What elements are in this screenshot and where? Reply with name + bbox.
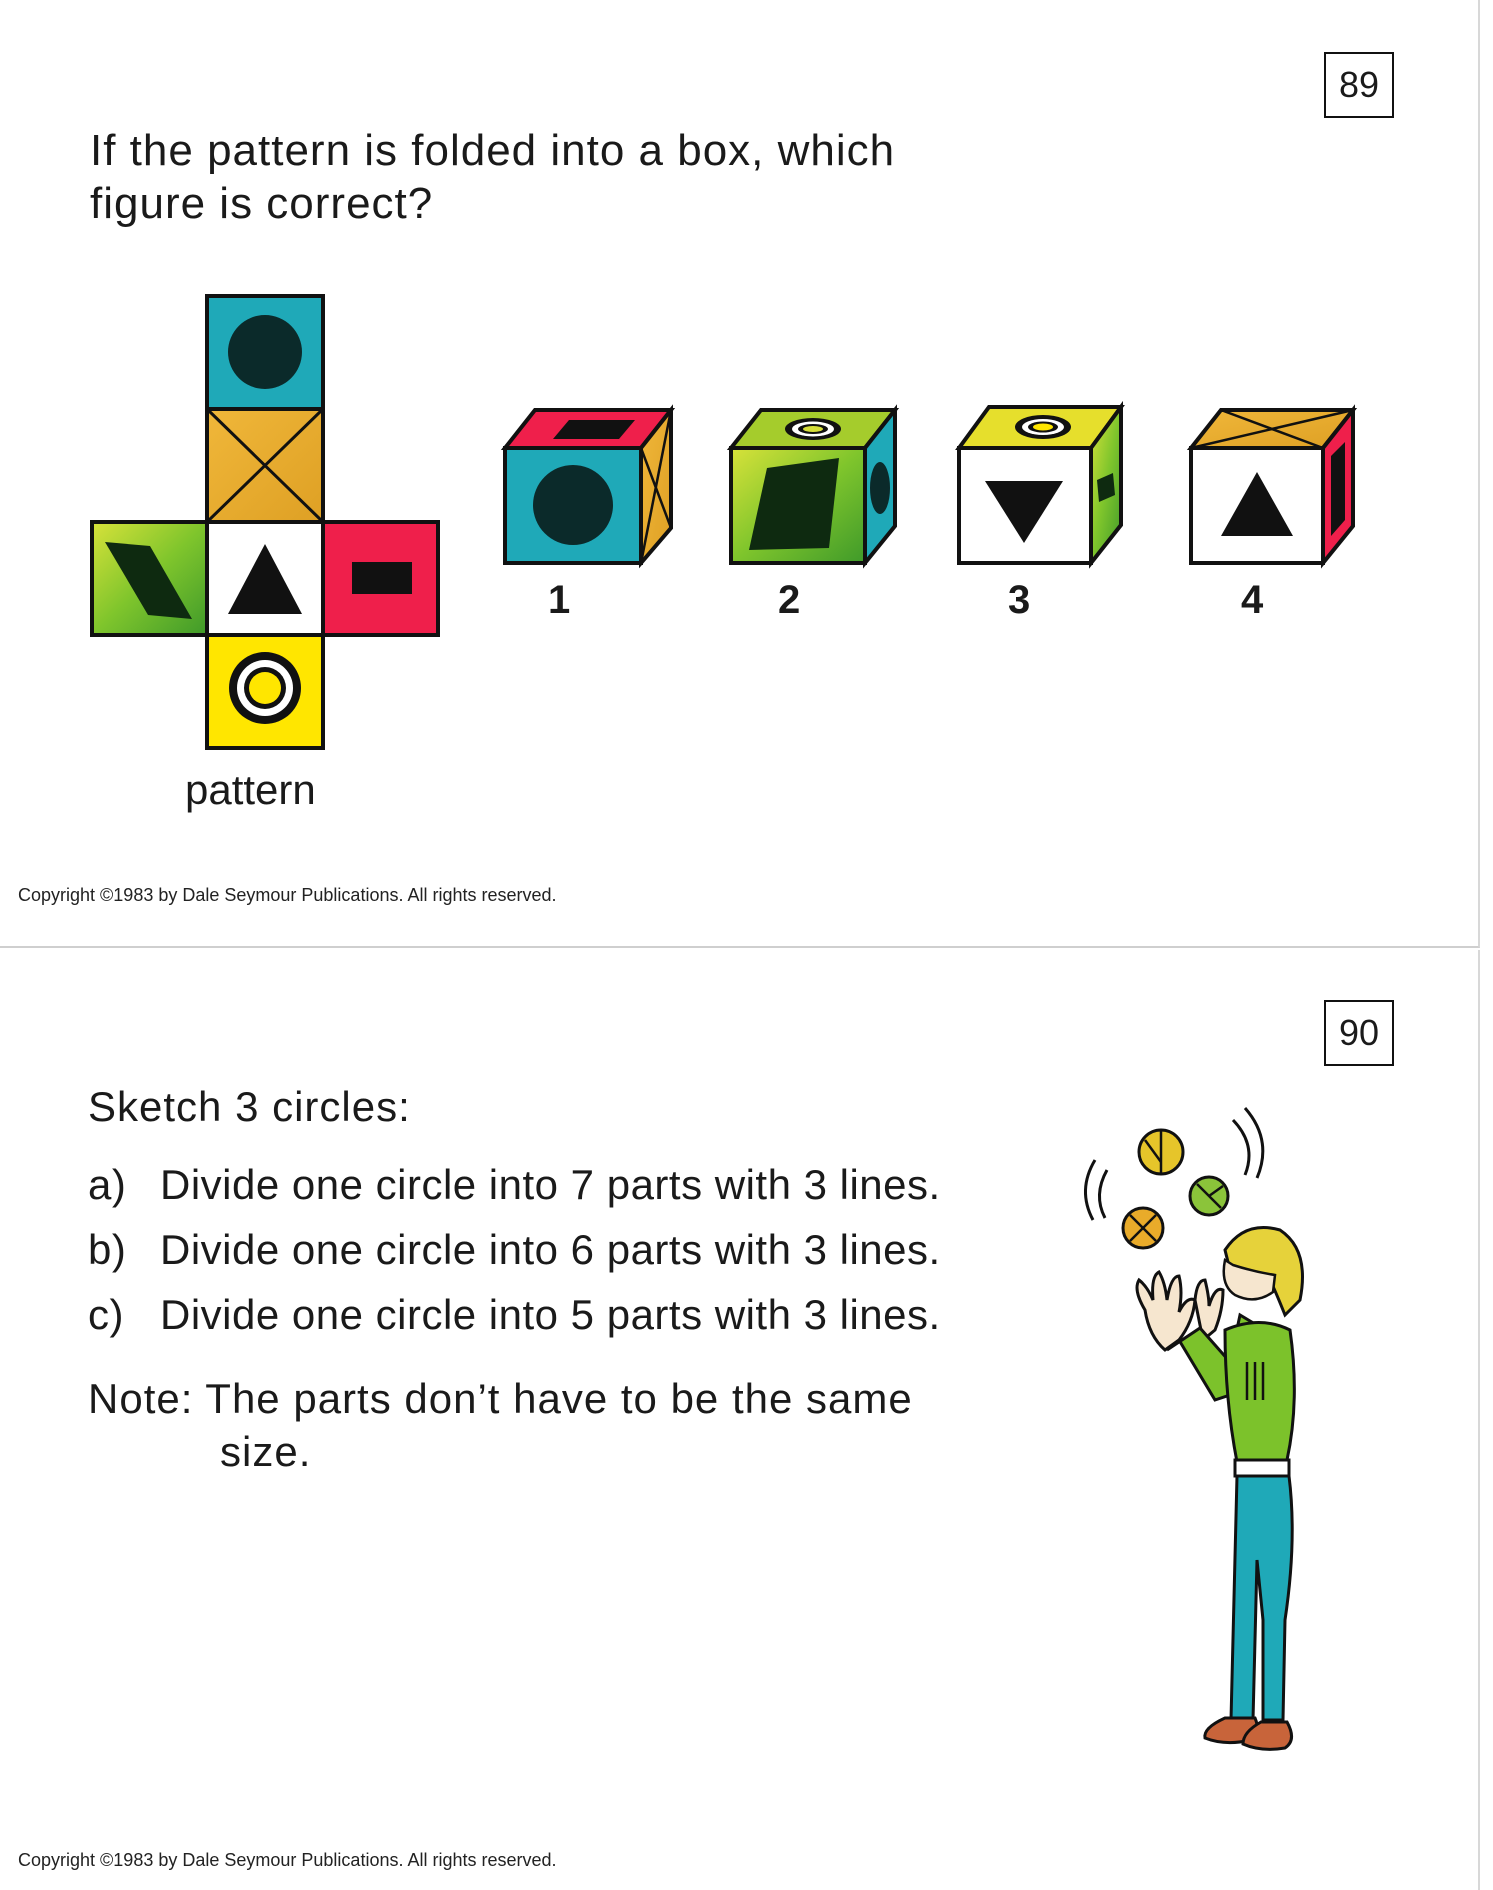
sketch-heading: Sketch 3 circles: — [88, 1083, 411, 1130]
cube-net-pattern — [90, 294, 440, 754]
pattern-label: pattern — [185, 766, 316, 813]
juggling-ball-top — [1139, 1130, 1183, 1174]
net-face-white-triangle — [207, 522, 323, 635]
instruction-letter: c) — [88, 1291, 124, 1338]
note-line-1: Note: The parts don’t have to be the same — [88, 1375, 913, 1422]
instruction-letter: a) — [88, 1161, 127, 1208]
choice-label-3: 3 — [1008, 578, 1031, 622]
instruction-text: Divide one circle into 5 parts with 3 lines. — [160, 1291, 941, 1338]
card-90 — [0, 950, 1480, 1890]
net-face-orange-x — [207, 409, 323, 522]
note-line-2: size. — [220, 1428, 312, 1475]
juggling-ball-right — [1190, 1177, 1228, 1215]
instruction-a — [88, 1160, 941, 1210]
cube-option-4[interactable] — [1189, 408, 1359, 568]
juggler-illustration — [1075, 1100, 1355, 1780]
cube-option-1[interactable] — [503, 408, 673, 568]
choice-label-1: 1 — [548, 578, 571, 622]
question-line-2: figure is correct? — [90, 179, 434, 228]
card-number: 89 — [1324, 52, 1394, 118]
cube-option-2[interactable] — [729, 408, 899, 568]
juggling-ball-left — [1123, 1208, 1163, 1248]
choice-label-2: 2 — [778, 578, 801, 622]
net-face-teal-circle — [207, 296, 323, 409]
copyright-90: Copyright ©1983 by Dale Seymour Publications. All rights reserved. — [18, 1850, 557, 1870]
note — [88, 1372, 913, 1478]
copyright-89: Copyright ©1983 by Dale Seymour Publications. All rights reserved. — [18, 885, 557, 905]
question-line-1: If the pattern is folded into a box, which — [90, 126, 896, 175]
instruction-letter: b) — [88, 1226, 127, 1273]
instruction-c — [88, 1290, 941, 1340]
cube-option-3[interactable] — [957, 405, 1127, 565]
card-number: 90 — [1324, 1000, 1394, 1066]
net-face-yellow-rings — [207, 635, 323, 748]
card-89 — [0, 0, 1480, 948]
net-face-red-rectangle — [323, 522, 438, 635]
choice-label-4: 4 — [1241, 578, 1264, 622]
question-text — [90, 124, 895, 230]
instruction-b — [88, 1225, 941, 1275]
instruction-text: Divide one circle into 7 parts with 3 lines. — [160, 1161, 941, 1208]
instruction-text: Divide one circle into 6 parts with 3 lines. — [160, 1226, 941, 1273]
net-face-green-parallelogram — [92, 522, 207, 635]
